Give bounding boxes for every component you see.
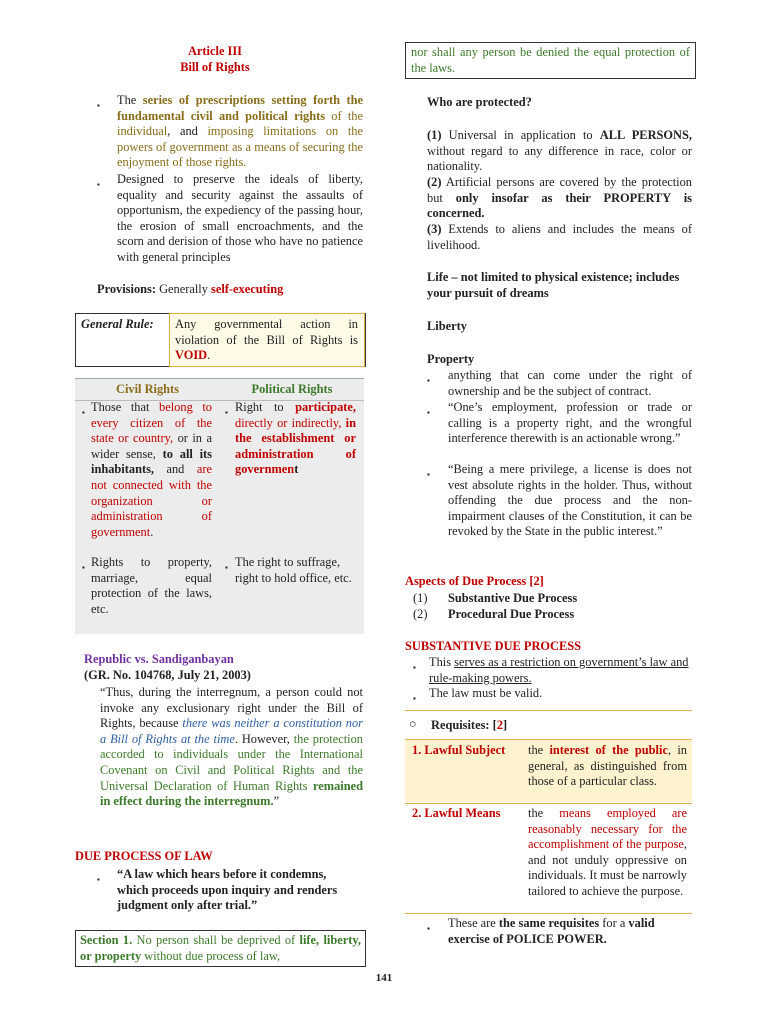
bullet-icon: ▪ — [82, 563, 85, 572]
bullet-icon: ▪ — [97, 101, 100, 110]
highlight: the protection accorded to individuals under the International Covenant on Civil and Political Rights and the Universal Declaration of Human Rights — [100, 731, 363, 793]
text: Extends to aliens and includes the means of livelihood. — [427, 222, 692, 252]
highlight: ALL PERSONS, — [599, 128, 692, 142]
requisites-heading — [431, 718, 507, 734]
bullet-icon: ▪ — [427, 470, 430, 479]
text: These are — [448, 916, 499, 930]
lawful-subject-row — [405, 740, 692, 802]
bill-definition — [117, 93, 363, 171]
general-rule-box — [75, 313, 366, 367]
text: Requisites: [ — [431, 718, 497, 732]
bill-title: Bill of Rights — [180, 59, 250, 74]
highlight: are not connected with the organization or administration of government — [91, 462, 212, 539]
property-heading: Property — [427, 352, 475, 366]
case-quote — [100, 685, 363, 810]
text: , and not unduly oppressive on individuals. It must be narrowly tailored to achieve the purpose. — [528, 837, 687, 898]
text: the — [528, 743, 550, 757]
lawful-means-label: 2. Lawful Means — [412, 806, 501, 820]
section-label: Section 1. — [80, 933, 133, 947]
highlight: means employed are reasonably necessary for the accomplishment of the purpose — [528, 806, 687, 852]
text: or in a wider sense, — [91, 431, 212, 461]
text: the — [528, 806, 560, 820]
general-rule-text: Any governmental action in violation of the Bill of Rights is VOID. — [175, 317, 358, 363]
property-item-2: “One’s employment, profession or trade or calling is a property right, and the wrongful interference therewith is an actionable wrong.” — [448, 400, 692, 446]
highlight: imposing limitations on the powers of government as a means of securing the enjoyment of those rights. — [117, 124, 364, 170]
item-number: (1) — [427, 128, 442, 142]
page-number: 141 — [375, 972, 393, 984]
text: Artificial persons are covered by the protection but — [427, 175, 692, 205]
highlight: valid exercise of POLICE POWER. — [448, 916, 655, 946]
highlight: interest of the public — [549, 743, 668, 757]
highlight: life, liberty, or property — [80, 933, 361, 963]
divider — [405, 913, 692, 914]
sdp-heading: SUBSTANTIVE DUE PROCESS — [405, 639, 582, 653]
provisions-line — [97, 282, 367, 298]
item-number: (2) — [427, 175, 442, 189]
due-process-quote: “A law which hears before it condemns, which proceeds upon inquiry and renders judgment only after trial.” — [117, 867, 338, 913]
rights-table — [75, 378, 364, 634]
text: “Thus, during the interregnum, a person could not invoke any exclusionary right under the Bill of Rights, because — [100, 685, 363, 731]
aspect-2: Procedural Due Process — [448, 607, 575, 621]
highlight: in the establishment or administration of governmen — [235, 415, 356, 477]
aspects-heading: Aspects of Due Process [2] — [405, 574, 544, 588]
protected-item-1 — [427, 128, 692, 175]
sdp-item-2: The law must be valid. — [429, 686, 543, 700]
lawful-means-row — [405, 804, 692, 912]
text: This — [429, 655, 455, 669]
section-1-box — [75, 930, 366, 967]
text: for a — [599, 916, 629, 930]
property-item-3: “Being a mere privilege, a license is does not vest absolute rights in the holder. Thus, without offending the due process and the non-impairment clauses of the Constitution, it can be revoked by the State in the public interest.” — [448, 462, 692, 539]
text: ” — [273, 794, 280, 809]
bullet-icon: ▪ — [82, 408, 85, 417]
text: t — [294, 462, 299, 477]
bullet-icon: ▪ — [413, 663, 416, 672]
text: , and — [167, 124, 208, 139]
aspect-1: Substantive Due Process — [448, 591, 578, 605]
who-protected-heading: Who are protected? — [427, 95, 532, 109]
equal-protection-box: nor shall any person be denied the equal protection of the laws. — [405, 42, 696, 79]
text: . — [150, 524, 154, 539]
due-process-title: DUE PROCESS OF LAW — [75, 849, 213, 863]
highlight: participate, — [295, 400, 356, 414]
aspect-2-number: (2) — [413, 607, 428, 621]
highlight: belong to every citizen of the state or country, — [91, 400, 212, 446]
highlight: there was neither a constitution nor a Bill of Rights at the time — [100, 716, 363, 746]
provisions-value: self-executing — [211, 282, 284, 296]
highlight: to all its inhabitants, — [91, 446, 212, 477]
text: ] — [502, 718, 508, 732]
text: Right to — [235, 400, 296, 414]
text: Universal in application to — [441, 128, 600, 142]
circle-bullet-icon: ○ — [409, 717, 417, 731]
text: . However, — [234, 731, 294, 746]
bullet-icon: ▪ — [225, 563, 228, 572]
police-power-note — [448, 916, 692, 947]
aspect-1-number: (1) — [413, 591, 428, 605]
highlight: 2 — [496, 718, 503, 732]
bullet-icon: ▪ — [413, 694, 416, 703]
bullet-icon: ▪ — [225, 408, 228, 417]
text: and — [154, 462, 197, 477]
text: Those that — [91, 400, 160, 414]
highlight: the same requisites — [498, 916, 600, 930]
civil-rights-definition — [91, 400, 212, 540]
civil-rights-examples: Rights to property, marriage, equal protection of the laws, etc. — [91, 555, 212, 616]
protected-item-3 — [427, 222, 692, 253]
highlight: of the individual — [117, 108, 363, 139]
item-number: (3) — [427, 222, 442, 236]
article-heading — [75, 44, 355, 75]
bullet-icon: ▪ — [427, 924, 430, 933]
property-item-1: anything that can come under the right of ownership and be the subject of contract. — [448, 368, 692, 398]
article-title: Article III — [187, 44, 243, 58]
highlight: only insofar as their PROPERTY is concerned. — [427, 190, 692, 221]
bullet-icon: ▪ — [97, 875, 100, 884]
bullet-icon: ▪ — [427, 408, 430, 417]
text: , in general, as distinguished from those of a particular class. — [528, 743, 687, 789]
highlight: serves as a restriction on government’s law and rule-making powers. — [429, 655, 689, 685]
text: The — [117, 93, 143, 107]
highlight: remained in effect during the interregnum. — [100, 778, 363, 809]
general-rule-label: General Rule: — [81, 317, 154, 331]
lawful-subject-text — [528, 743, 687, 790]
text: without due process of law, — [141, 948, 281, 963]
political-rights-definition — [235, 400, 356, 478]
sdp-item-1 — [429, 655, 692, 686]
divider — [405, 710, 692, 711]
bill-purpose: Designed to preserve the ideals of liberty, equality and security against the assaults of opportunism, the expediency of the passing hour, the erosion of small encroachments, and the scorn and derision of those who have no patience with general principles — [117, 172, 363, 264]
text: Generally — [155, 282, 212, 296]
lawful-subject-label: 1. Lawful Subject — [412, 743, 506, 757]
text: Any governmental action in violation of the Bill of Rights is — [175, 317, 358, 347]
political-rights-header: Political Rights — [251, 382, 333, 396]
text: No person shall be deprived of — [132, 933, 300, 947]
bullet-icon: ▪ — [97, 180, 100, 189]
liberty-heading: Liberty — [427, 319, 467, 333]
highlight: directly or indirectly, — [235, 415, 346, 430]
case-title: Republic vs. Sandiganbayan — [84, 652, 234, 666]
political-rights-examples: The right to suffrage, right to hold office, etc. — [235, 555, 352, 585]
case-citation: (GR. No. 104768, July 21, 2003) — [84, 668, 251, 682]
provisions-label: Provisions: — [97, 282, 156, 296]
lawful-means-text — [528, 806, 687, 900]
civil-rights-header: Civil Rights — [116, 382, 179, 396]
bullet-icon: ▪ — [427, 376, 430, 385]
life-definition: Life – not limited to physical existence; includes your pursuit of dreams — [427, 270, 680, 300]
highlight: series of prescriptions setting forth the fundamental civil and political rights — [117, 93, 363, 123]
void-text: VOID — [175, 348, 208, 363]
protected-item-2 — [427, 175, 692, 222]
text: without regard to any difference in race, color or nationality. — [427, 143, 692, 174]
